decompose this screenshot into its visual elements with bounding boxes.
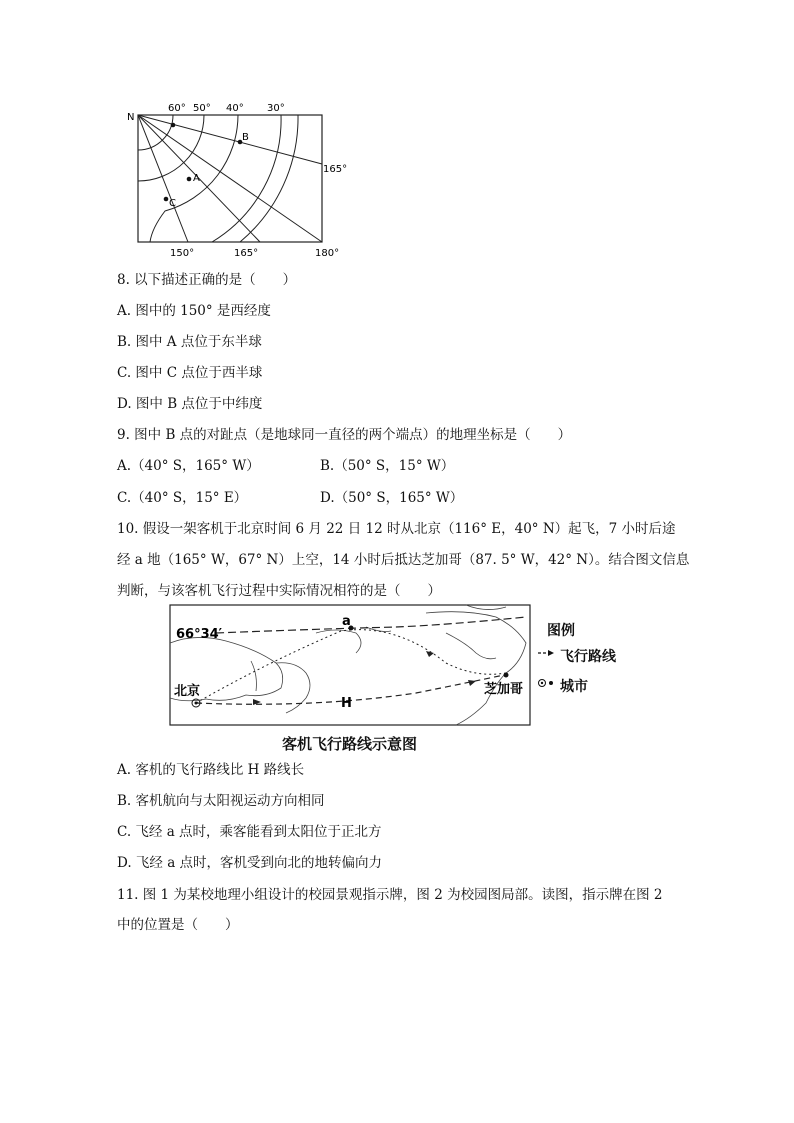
point-a-label: a: [342, 614, 351, 629]
right-label-165: 165°: [323, 164, 348, 175]
q10-stem-line-1: 10. 假设一架客机于北京时间 6 月 22 日 12 时从北京（116° E，40° N）起飞，7 小时后途: [117, 521, 676, 537]
q8-stem: 8. 以下描述正确的是（ ）: [117, 272, 297, 288]
polar-grid-figure: [120, 98, 360, 264]
q8-option-b: B. 图中 A 点位于东半球: [117, 334, 262, 350]
bottom-label-165: 165°: [234, 248, 259, 259]
point-c-label: C: [169, 198, 176, 209]
q9-option-b: B.（50° S，15° W）: [320, 458, 455, 474]
figure2-caption: 客机飞行路线示意图: [282, 735, 418, 753]
q8-option-d: D. 图中 B 点位于中纬度: [117, 396, 263, 412]
q10-stem-line-3: 判断，与该客机飞行过程中实际情况相符的是（ ）: [117, 583, 441, 599]
point-b-label: B: [242, 132, 249, 143]
q10-option-d: D. 飞经 a 点时，客机受到向北的地转偏向力: [117, 855, 383, 871]
q8-option-a: A. 图中的 150° 是西经度: [117, 303, 271, 319]
top-label-40: 40°: [226, 103, 244, 114]
q10-stem-line-2: 经 a 地（165° W，67° N）上空，14 小时后抵达芝加哥（87. 5° W，42° N）。结合图文信息: [117, 552, 690, 568]
q11-stem-line-2: 中的位置是（ ）: [117, 917, 239, 933]
legend-route-label: 飞行路线: [560, 649, 616, 665]
pole-label: N: [127, 112, 135, 123]
bottom-label-150: 150°: [170, 248, 195, 259]
q10-option-a: A. 客机的飞行路线比 H 路线长: [117, 762, 305, 778]
q10-option-b: B. 客机航向与太阳视运动方向相同: [117, 793, 325, 809]
point-a-label: A: [193, 173, 200, 184]
bottom-label-180: 180°: [315, 248, 340, 259]
beijing-label: 北京: [174, 684, 201, 699]
route-h-label: H: [341, 696, 352, 711]
q11-stem-line-1: 11. 图 1 为某校地理小组设计的校园景观指示牌，图 2 为校园图局部。读图，指示牌在图 2: [117, 887, 663, 903]
legend-title: 图例: [547, 623, 575, 639]
q9-option-d: D.（50° S，165° W）: [320, 490, 464, 506]
q10-option-c: C. 飞经 a 点时，乘客能看到太阳位于正北方: [117, 824, 382, 840]
chicago-label: 芝加哥: [484, 682, 524, 697]
q9-option-c: C.（40° S，15° E）: [117, 490, 248, 506]
q8-option-c: C. 图中 C 点位于西半球: [117, 365, 263, 381]
legend-city-label: 城市: [560, 679, 588, 695]
q9-stem: 9. 图中 B 点的对趾点（是地球同一直径的两个端点）的地理坐标是（ ）: [117, 427, 572, 443]
top-label-60: 60°: [168, 103, 186, 114]
top-label-50: 50°: [193, 103, 211, 114]
lat-66-label: 66°34′: [176, 627, 223, 642]
q9-option-a: A.（40° S，165° W）: [117, 458, 260, 474]
top-label-30: 30°: [267, 103, 285, 114]
